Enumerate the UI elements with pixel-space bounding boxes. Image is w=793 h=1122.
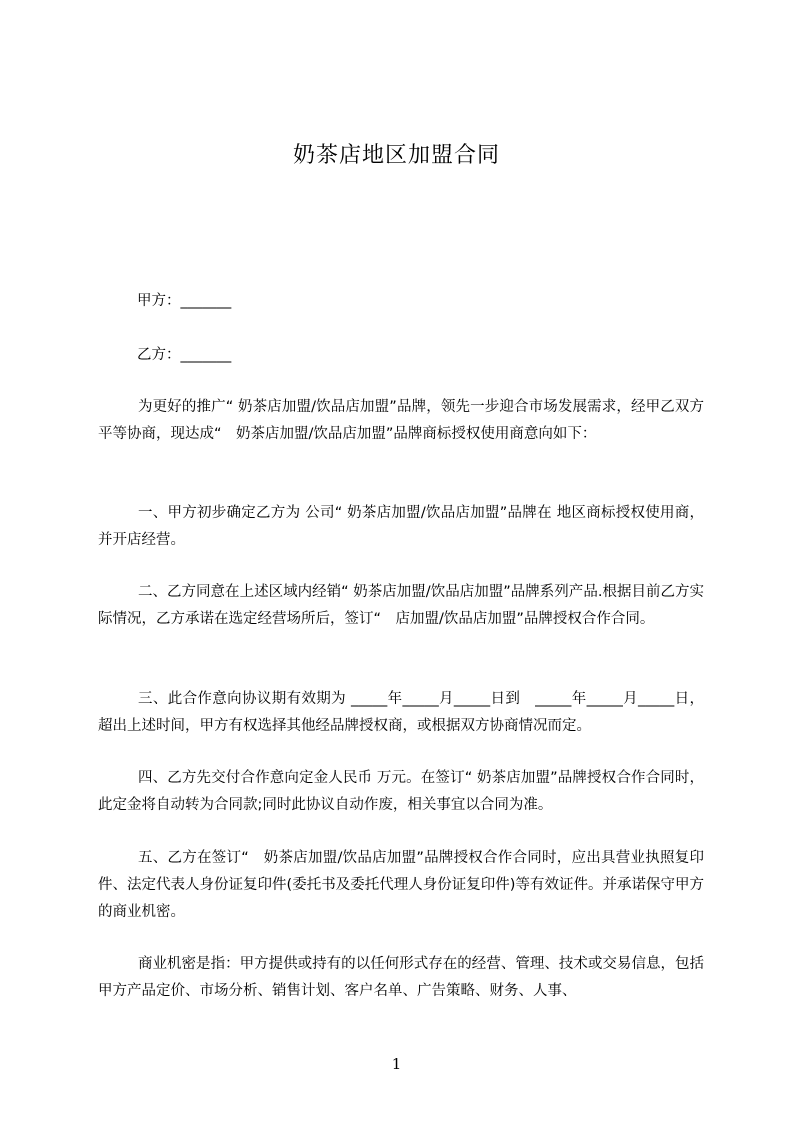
clause-3-paragraph: 三、此合作意向协议期有效期为 _____年_____月_____日到 _____年_____月_____日，超出上述时间，甲方有权选择其他经品牌授权商，或根据双方协商情况而定。 [98, 691, 704, 734]
clause-2-paragraph: 二、乙方同意在上述区域内经销“ 奶茶店加盟/饮品店加盟”品牌系列产品.根据目前乙方实际情况，乙方承诺在选定经营场所后，签订“ 店加盟/饮品店加盟”品牌授权合作合同。 [98, 584, 704, 627]
party-a-line: 甲方：_______ [137, 293, 232, 309]
clause-4-paragraph: 四、乙方先交付合作意向定金人民币 万元。在签订“ 奶茶店加盟”品牌授权合作合同时，此定金将自动转为合同款;同时此协议自动作废，相关事宜以合同为准。 [98, 770, 704, 813]
party-b-line: 乙方：_______ [137, 347, 232, 363]
clause-1-paragraph: 一、甲方初步确定乙方为 公司“ 奶茶店加盟/饮品店加盟”品牌在 地区商标授权使用商，并开店经营。 [98, 505, 704, 548]
trade-secret-paragraph: 商业机密是指：甲方提供或持有的以任何形式存在的经营、管理、技术或交易信息，包括甲方产品定价、市场分析、销售计划、客户名单、广告策略、财务、人事、 [98, 956, 704, 999]
intro-paragraph: 为更好的推广“ 奶茶店加盟/饮品店加盟”品牌，领先一步迎合市场发展需求，经甲乙双方平等协商，现达成“ 奶茶店加盟/饮品店加盟”品牌商标授权使用商意向如下： [98, 399, 704, 442]
document-title: 奶茶店地区加盟合同 [292, 143, 500, 168]
page-number: 1 [391, 1055, 402, 1073]
clause-5-paragraph: 五、乙方在签订“ 奶茶店加盟/饮品店加盟”品牌授权合作合同时，应出具营业执照复印件、法定代表人身份证复印件(委托书及委托代理人身份证复印件)等有效证件。并承诺保守甲方的商业机密。 [98, 850, 704, 920]
